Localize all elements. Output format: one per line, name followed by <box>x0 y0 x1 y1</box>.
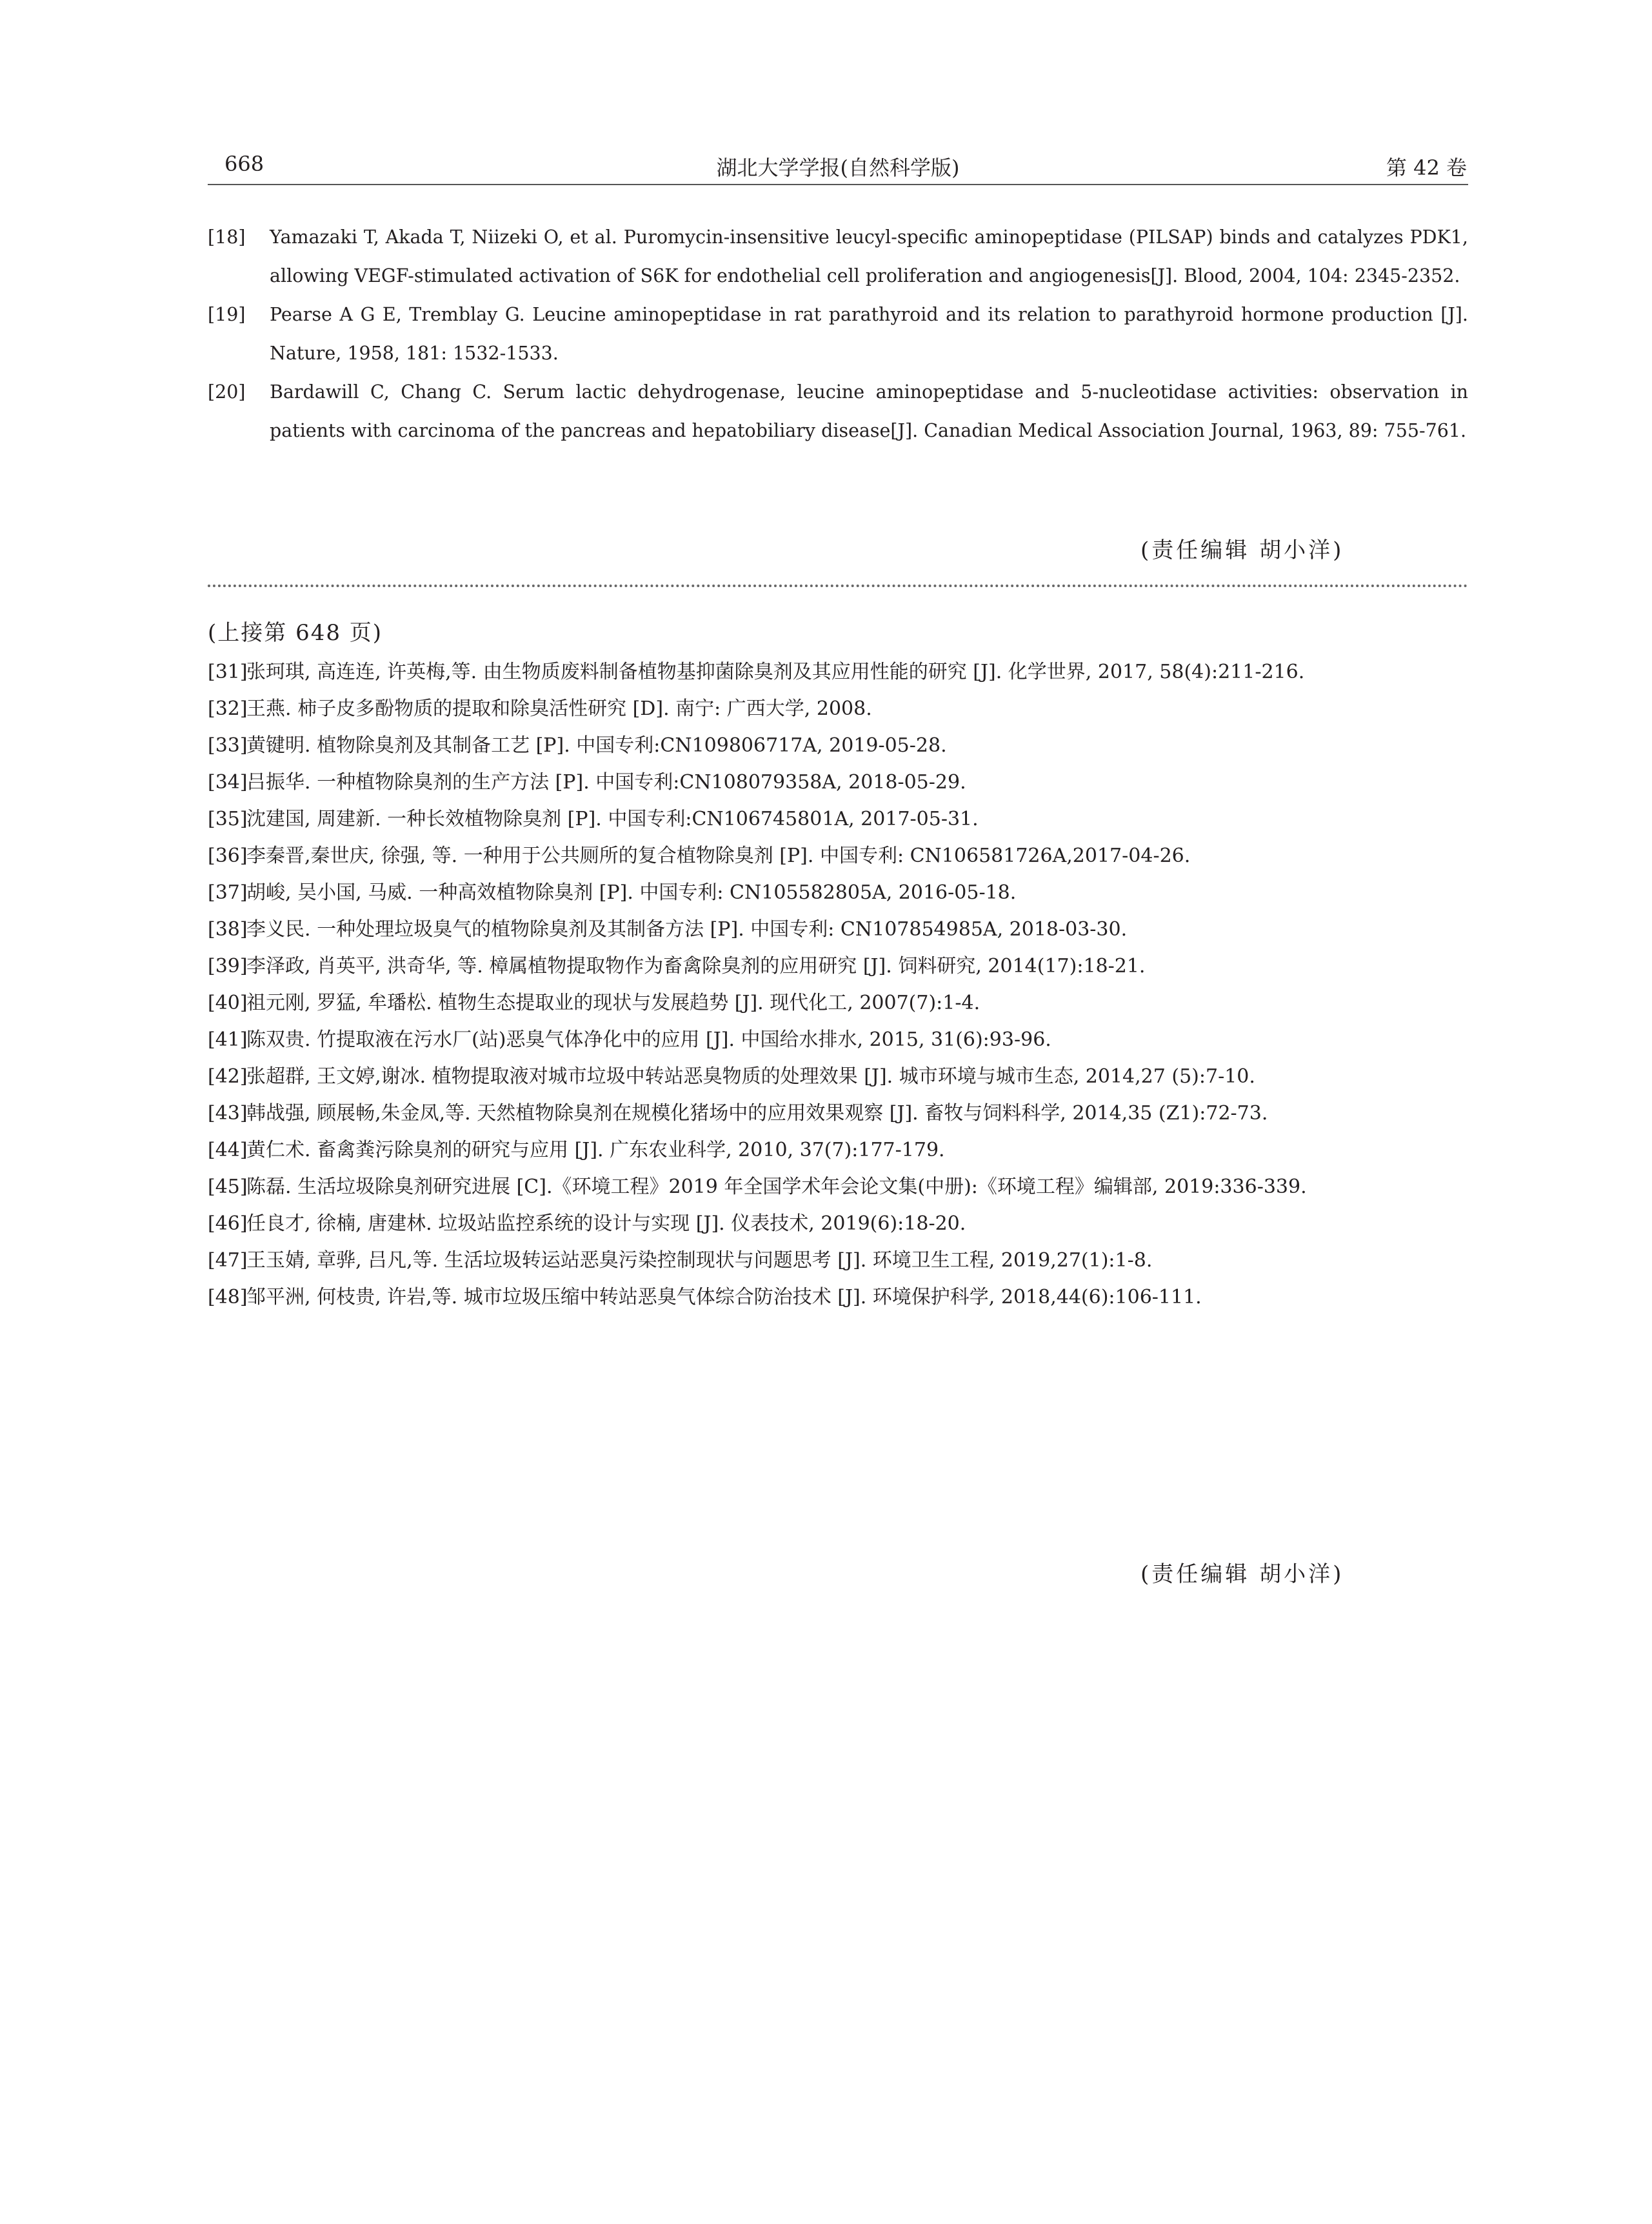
reference-item <box>208 764 1468 801</box>
reference-item <box>208 218 1468 296</box>
reference-item <box>208 1058 1468 1095</box>
reference-item <box>208 874 1468 911</box>
volume-label: 第 42 卷 <box>1386 155 1467 180</box>
reference-number: [44] <box>208 1139 248 1161</box>
reference-text: 吕振华. 一种植物除臭剂的生产方法 [P]. 中国专利:CN108079358A, 2018-05-29. <box>246 771 966 794</box>
reference-number: [40] <box>208 992 248 1014</box>
reference-text: 任良才, 徐楠, 唐建林. 垃圾站监控系统的设计与实现 [J]. 仪表技术, 2019(6):18-20. <box>246 1212 966 1235</box>
section-divider <box>208 585 1468 587</box>
running-header <box>208 148 1468 185</box>
reference-item <box>208 985 1468 1021</box>
reference-item <box>208 654 1468 690</box>
reference-text: 韩战强, 顾展畅,朱金凤,等. 天然植物除臭剂在规模化猪场中的应用效果观察 [J]. 畜牧与饲料科学, 2014,35 (Z1):72-73. <box>246 1102 1268 1125</box>
reference-number: [39] <box>208 955 248 977</box>
reference-text: 王玉婧, 章骅, 吕凡,等. 生活垃圾转运站恶臭污染控制现状与问题思考 [J]. 环境卫生工程, 2019,27(1):1-8. <box>246 1249 1153 1272</box>
responsible-editor-a: (责任编辑 胡小洋) <box>1140 537 1344 563</box>
reference-text: 陈磊. 生活垃圾除臭剂研究进展 [C].《环境工程》2019 年全国学术年会论文集(中册):《环境工程》编辑部, 2019:336-339. <box>246 1176 1307 1198</box>
reference-text: 张珂琪, 高连连, 许英梅,等. 由生物质废料制备植物基抑菌除臭剂及其应用性能的研究 [J]. 化学世界, 2017, 58(4):211-216. <box>246 661 1305 683</box>
reference-list-a <box>208 218 1468 450</box>
reference-number: [47] <box>208 1249 248 1272</box>
reference-number: [35] <box>208 808 248 830</box>
reference-item <box>208 1095 1468 1132</box>
continued-from-label: (上接第 648 页) <box>208 620 383 646</box>
reference-text: Pearse A G E, Tremblay G. Leucine aminopeptidase in rat parathyroid and its relation to parathyroid hormone production [J]. Nature, 1958, 181: 1532-1533. <box>270 304 1468 364</box>
reference-number: [18] <box>208 226 246 248</box>
reference-text: 黄键明. 植物除臭剂及其制备工艺 [P]. 中国专利:CN109806717A, 2019-05-28. <box>246 734 947 757</box>
reference-text: 祖元刚, 罗猛, 牟璠松. 植物生态提取业的现状与发展趋势 [J]. 现代化工, 2007(7):1-4. <box>246 992 980 1014</box>
reference-number: [20] <box>208 381 246 403</box>
reference-item <box>208 1021 1468 1058</box>
reference-number: [38] <box>208 918 248 941</box>
reference-text: 陈双贵. 竹提取液在污水厂(站)恶臭气体净化中的应用 [J]. 中国给水排水, 2015, 31(6):93-96. <box>246 1028 1051 1051</box>
reference-item <box>208 1242 1468 1279</box>
reference-item <box>208 1168 1468 1205</box>
reference-list-b <box>208 654 1468 1316</box>
reference-number: [36] <box>208 845 248 867</box>
reference-item <box>208 690 1468 727</box>
reference-text: 张超群, 王文婷,谢冰. 植物提取液对城市垃圾中转站恶臭物质的处理效果 [J]. 城市环境与城市生态, 2014,27 (5):7-10. <box>246 1065 1255 1088</box>
reference-number: [42] <box>208 1065 248 1088</box>
reference-item <box>208 948 1468 985</box>
reference-text: 沈建国, 周建新. 一种长效植物除臭剂 [P]. 中国专利:CN106745801A, 2017-05-31. <box>246 808 979 830</box>
reference-item <box>208 801 1468 837</box>
reference-text: 黄仁术. 畜禽粪污除臭剂的研究与应用 [J]. 广东农业科学, 2010, 37(7):177-179. <box>246 1139 945 1161</box>
reference-text: Yamazaki T, Akada T, Niizeki O, et al. Puromycin-insensitive leucyl-specific aminopeptidase (PILSAP) binds and catalyzes PDK1, allowing VEGF-stimulated activation of S6K for endothelial cell proliferation and angiogenesis[J]. Blood, 2004, 104: 2345-2352. <box>270 226 1468 286</box>
journal-title: 湖北大学学报(自然科学版) <box>716 155 960 180</box>
reference-text: 邹平洲, 何枝贵, 许岩,等. 城市垃圾压缩中转站恶臭气体综合防治技术 [J]. 环境保护科学, 2018,44(6):106-111. <box>246 1286 1202 1308</box>
reference-number: [41] <box>208 1028 248 1051</box>
reference-item <box>208 296 1468 373</box>
reference-text: 李秦晋,秦世庆, 徐强, 等. 一种用于公共厕所的复合植物除臭剂 [P]. 中国专利: CN106581726A,2017-04-26. <box>246 845 1191 867</box>
reference-number: [45] <box>208 1176 248 1198</box>
reference-number: [37] <box>208 881 248 904</box>
reference-item <box>208 911 1468 948</box>
reference-number: [46] <box>208 1212 248 1235</box>
reference-item <box>208 727 1468 764</box>
reference-text: 李泽政, 肖英平, 洪奇华, 等. 樟属植物提取物作为畜禽除臭剂的应用研究 [J]. 饲料研究, 2014(17):18-21. <box>246 955 1146 977</box>
reference-text: 胡峻, 吴小国, 马威. 一种高效植物除臭剂 [P]. 中国专利: CN105582805A, 2016-05-18. <box>246 881 1017 904</box>
reference-item <box>208 1132 1468 1168</box>
reference-number: [19] <box>208 304 246 325</box>
reference-number: [32] <box>208 697 248 720</box>
reference-item <box>208 1279 1468 1316</box>
reference-text: 王燕. 柿子皮多酚物质的提取和除臭活性研究 [D]. 南宁: 广西大学, 2008. <box>246 697 872 720</box>
reference-number: [31] <box>208 661 248 683</box>
reference-item <box>208 1205 1468 1242</box>
reference-text: 李义民. 一种处理垃圾臭气的植物除臭剂及其制备方法 [P]. 中国专利: CN107854985A, 2018-03-30. <box>246 918 1128 941</box>
reference-text: Bardawill C, Chang C. Serum lactic dehydrogenase, leucine aminopeptidase and 5-nucleotidase activities: observation in patients with carcinoma of the pancreas and hepatobiliary disease[J]. Canadian Medical Association Journal, 1963, 89: 755-761. <box>270 381 1468 441</box>
reference-number: [48] <box>208 1286 248 1308</box>
reference-number: [43] <box>208 1102 248 1125</box>
reference-number: [33] <box>208 734 248 757</box>
responsible-editor-b: (责任编辑 胡小洋) <box>1140 1561 1344 1587</box>
page-number: 668 <box>224 152 264 176</box>
reference-number: [34] <box>208 771 248 794</box>
reference-item <box>208 373 1468 450</box>
reference-item <box>208 837 1468 874</box>
